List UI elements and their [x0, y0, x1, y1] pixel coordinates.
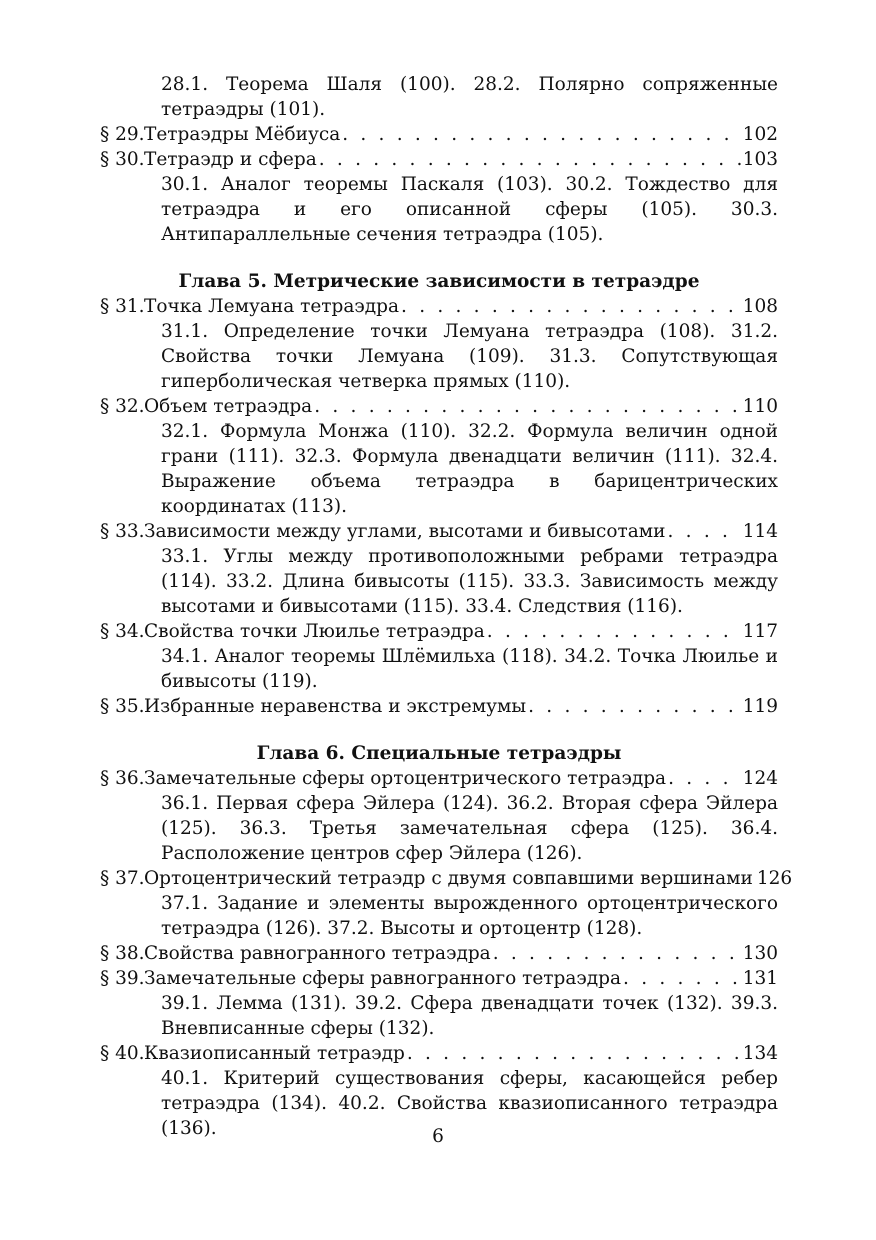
section-33-subsections: 33.1. Углы между противоположными ребрами тетраэдра (114). 33.2. Длина бивысоты (115). 33.3. Зависимость между высотами и бивысотами (115). 33.4. Следствия (116).	[161, 546, 778, 617]
section-number: § 35.	[100, 696, 145, 717]
chapter-6-heading: Глава 6. Специальные тетраэдры	[256, 743, 622, 764]
section-title: Зависимости между углами, высотами и бивысотами	[144, 521, 666, 542]
toc-entry-33[interactable]	[100, 519, 778, 544]
page-reference: 114	[742, 521, 778, 542]
dot-leader	[623, 966, 741, 991]
dot-leader	[401, 294, 741, 319]
chapter-5-heading: Глава 5. Метрические зависимости в тетраэдре	[178, 271, 700, 292]
section-number: § 38.	[100, 943, 145, 964]
page-reference: 134	[742, 1043, 778, 1064]
section-title: Замечательные сферы равногранного тетраэдра	[144, 968, 622, 989]
section-32-subsections: 32.1. Формула Монжа (110). 32.2. Формула величин одной грани (111). 32.3. Формула двенадцати величин (111). 32.4. Выражение объема тетраэдра в барицентрических координатах (113).	[161, 421, 778, 517]
section-number: § 32.	[100, 396, 145, 417]
page-reference: 110	[742, 396, 778, 417]
toc-entry-35[interactable]	[100, 694, 778, 719]
page-reference: 119	[742, 696, 778, 717]
page-reference: 131	[742, 968, 778, 989]
section-34-subsections: 34.1. Аналог теоремы Шлёмильха (118). 34.2. Точка Люилье и бивысоты (119).	[161, 646, 778, 692]
section-number: § 39.	[100, 968, 145, 989]
page-reference: 103	[742, 149, 778, 170]
toc-entry-34[interactable]	[100, 619, 778, 644]
toc-page	[100, 72, 793, 1141]
section-title: Свойства равногранного тетраэдра	[144, 943, 491, 964]
section-number: § 36.	[100, 768, 145, 789]
page-reference: 124	[742, 768, 778, 789]
section-title: Замечательные сферы ортоцентрического тетраэдра	[144, 768, 667, 789]
dot-leader	[319, 147, 741, 172]
section-number: § 31.	[100, 296, 145, 317]
page-reference: 108	[742, 296, 778, 317]
toc-entry-29[interactable]	[100, 122, 778, 147]
toc-entry-36[interactable]	[100, 766, 778, 791]
section-title: Объем тетраэдра	[144, 396, 313, 417]
section-28-subsections: 28.1. Теорема Шаля (100). 28.2. Полярно сопряженные тетраэдры (101).	[161, 74, 778, 120]
dot-leader	[493, 941, 741, 966]
section-title: Избранные неравенства и экстремумы	[144, 696, 527, 717]
section-31-subsections: 31.1. Определение точки Лемуана тетраэдра (108). 31.2. Свойства точки Лемуана (109). 31.3. Сопутствующая гиперболическая четверка прямых (110).	[161, 321, 778, 392]
section-title: Точка Лемуана тетраэдра	[144, 296, 400, 317]
section-36-subsections: 36.1. Первая сфера Эйлера (124). 36.2. Вторая сфера Эйлера (125). 36.3. Третья замечательная сфера (125). 36.4. Расположение центров сфер Эйлера (126).	[161, 793, 778, 864]
toc-entry-30[interactable]	[100, 147, 778, 172]
section-title: Тетраэдр и сфера	[144, 149, 317, 170]
toc-entry-38[interactable]	[100, 941, 778, 966]
toc-entry-37[interactable]	[100, 866, 793, 891]
section-title: Свойства точки Люилье тетраэдра	[144, 621, 485, 642]
section-number: § 34.	[100, 621, 145, 642]
section-number: § 37.	[100, 868, 145, 889]
section-number: § 33.	[100, 521, 145, 542]
dot-leader	[668, 766, 741, 791]
section-37-subsections: 37.1. Задание и элементы вырожденного ортоцентрического тетраэдра (126). 37.2. Высоты и ортоцентр (128).	[161, 893, 778, 939]
dot-leader	[314, 394, 740, 419]
section-number: § 40.	[100, 1043, 145, 1064]
toc-entry-32[interactable]	[100, 394, 778, 419]
dot-leader	[342, 122, 740, 147]
section-30-subsections: 30.1. Аналог теоремы Паскаля (103). 30.2. Тождество для тетраэдра и его описанной сферы (105). 30.3. Антипараллельные сечения тетраэдра (105).	[161, 174, 778, 245]
section-title: Тетраэдры Мёбиуса	[144, 124, 341, 145]
toc-entry-39[interactable]	[100, 966, 778, 991]
section-40-subsections: 40.1. Критерий существования сферы, касающейся ребер тетраэдра (134). 40.2. Свойства квазиописанного тетраэдра (136).	[161, 1068, 778, 1139]
page-reference: 130	[742, 943, 778, 964]
page-reference: 102	[742, 124, 778, 145]
section-number: § 29.	[100, 124, 145, 145]
section-title: Квазиописанный тетраэдр	[144, 1043, 405, 1064]
dot-leader	[528, 694, 741, 719]
page-reference: 117	[742, 621, 778, 642]
section-title: Ортоцентрический тетраэдр с двумя совпавшими вершинами	[144, 868, 753, 889]
dot-leader	[487, 619, 741, 644]
toc-entry-40[interactable]	[100, 1041, 778, 1066]
page-reference: 126	[756, 868, 793, 889]
dot-leader	[407, 1041, 741, 1066]
toc-entry-31[interactable]	[100, 294, 778, 319]
dot-leader	[668, 519, 741, 544]
section-number: § 30.	[100, 149, 145, 170]
page-number: 6	[432, 1126, 444, 1147]
section-39-subsections: 39.1. Лемма (131). 39.2. Сфера двенадцати точек (132). 39.3. Вневписанные сферы (132).	[161, 993, 778, 1039]
